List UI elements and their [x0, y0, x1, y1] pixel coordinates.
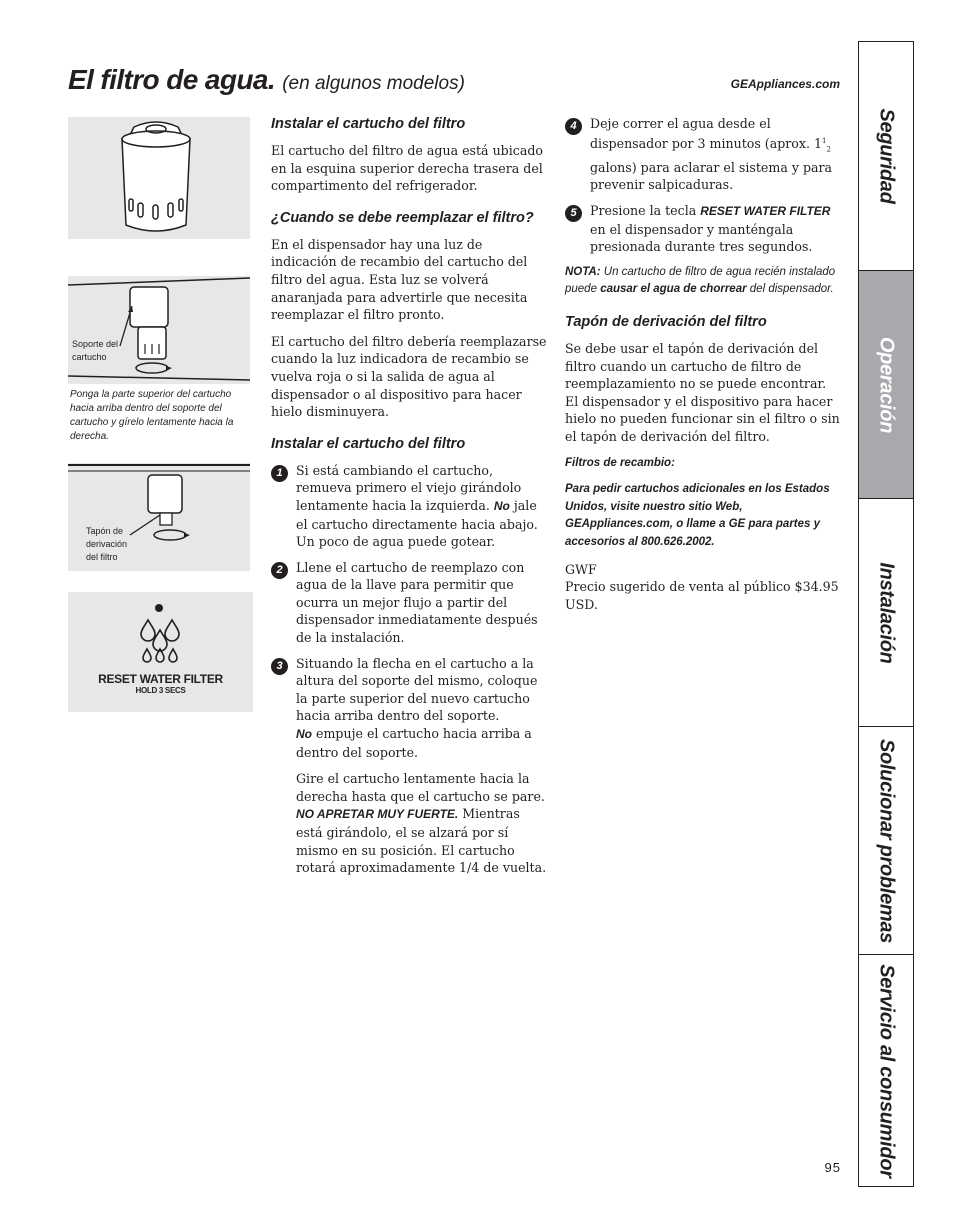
order-info: Para pedir cartuchos adicionales en los Estados Unidos, visite nuestro sitio Web, GEAppliances.com, o llame a GE para partes y accesorios al 800.626.2002. — [565, 483, 830, 548]
website-link[interactable]: GEAppliances.com — [730, 77, 840, 91]
paragraph: El cartucho del filtro debería reemplazarse cuando la luz indicadora de recambio se vuelva roja o si la salida de agua al dispensador o al dispositivo para hacer hielo disminuyera. — [271, 333, 547, 420]
section-heading: Instalar el cartucho del filtro — [271, 435, 466, 452]
step-4: 4 Deje correr el agua desde el dispensador por 3 minutos (aprox. $1^1_2$ galons) para aclarar el sistema y para prevenir salpicaduras. — [565, 115, 840, 194]
section-sidebar — [858, 41, 914, 1187]
bypass-plug-figure — [68, 463, 250, 571]
tab-seguridad[interactable]: Seguridad — [875, 108, 898, 204]
bypass-label: Tapón de derivación del filtro — [86, 526, 128, 562]
section-heading: Tapón de derivación del filtro — [565, 314, 767, 331]
paragraph: Se debe usar el tapón de derivación del filtro cuando un cartucho de filtro de reemplazamiento no se puede encontrar. El dispensador y el dispositivo para hacer hielo no pueden funcionar sin el filtro o sin el tapón de derivación del filtro. — [565, 341, 840, 445]
step-2: 2 Llene el cartucho de reemplazo con agua de la llave para permitir que ocurra un mejor flujo a partir del dispensador inmediatamente después de la instalación. — [271, 559, 549, 647]
water-drops-icon — [138, 616, 182, 666]
page-title: El filtro de agua. (en algunos modelos) — [68, 64, 465, 95]
paragraph: En el dispensador hay una luz de indicación de recambio del cartucho del filtro del agua. Esta luz se volverá anaranjada para advertirle que necesita reemplazar el filtro pronto. — [271, 236, 528, 323]
step-1: 1 Si está cambiando el cartucho, remueva primero el viejo girándolo lentamente hacia la izquierda. No jale el cartucho directamente hacia abajo. Un poco de agua puede gotear. — [271, 462, 549, 551]
section-heading: ¿Cuando se debe reemplazar el filtro? — [271, 209, 534, 226]
holder-label: Soporte del cartucho — [72, 339, 119, 362]
reset-filter-sublabel: HOLD 3 SECS — [135, 686, 186, 695]
indicator-light — [155, 604, 163, 612]
replacement-heading: Filtros de recambio: — [565, 456, 675, 469]
price: Precio sugerido de venta al público $34.95 USD. — [565, 579, 839, 612]
cartridge-holder-figure — [68, 276, 250, 384]
second-column — [565, 115, 840, 613]
holder-caption: Ponga la parte superior del cartucho hacia arriba dentro del soporte del cartucho y gírelo lentamente hacia la derecha. — [70, 389, 234, 442]
reset-filter-panel — [68, 592, 253, 712]
step-3: 3 Situando la flecha en el cartucho a la altura del soporte del mismo, coloque la parte superior del nuevo cartucho hacia arriba dentro del soporte. No empuje el cartucho hacia arriba a dentro del soporte. Gire el cartucho lentamente hacia la derecha hasta que el cartucho se pare. NO APRETAR MUY FUERTE. Mientras está girándolo, el se alzará por sí mismo en su posición. El cartucho rotará aproximadamente 1/4 de vuelta. — [271, 655, 549, 877]
model-number: GWF — [565, 561, 597, 577]
page-subtitle: (en algunos modelos) — [282, 73, 465, 94]
tab-servicio-al-consumidor[interactable]: Servicio al consumidor — [859, 954, 913, 1187]
reset-filter-label: RESET WATER FILTER — [98, 672, 223, 686]
section-heading: Instalar el cartucho del filtro — [271, 116, 466, 132]
page-number: 95 — [824, 1160, 841, 1175]
paragraph: El cartucho del filtro de agua está ubicado en la esquina superior derecha trasera del compartimento del refrigerador. — [271, 143, 543, 194]
main-column — [271, 115, 549, 885]
tab-instalacion[interactable]: Instalación — [859, 498, 913, 727]
reset-filter-button[interactable] — [68, 672, 253, 695]
tab-solucionar-problemas[interactable]: Solucionar problemas — [859, 726, 913, 955]
tab-operacion[interactable]: Operación — [859, 270, 913, 499]
step-5: 5 Presione la tecla RESET WATER FILTER en el dispensador y manténgala presionada durante tres segundos. — [565, 202, 840, 256]
note: NOTA: Un cartucho de filtro de agua recién instalado puede causar el agua de chorrear del dispensador. — [565, 265, 836, 296]
filter-cartridge-figure — [68, 117, 250, 239]
